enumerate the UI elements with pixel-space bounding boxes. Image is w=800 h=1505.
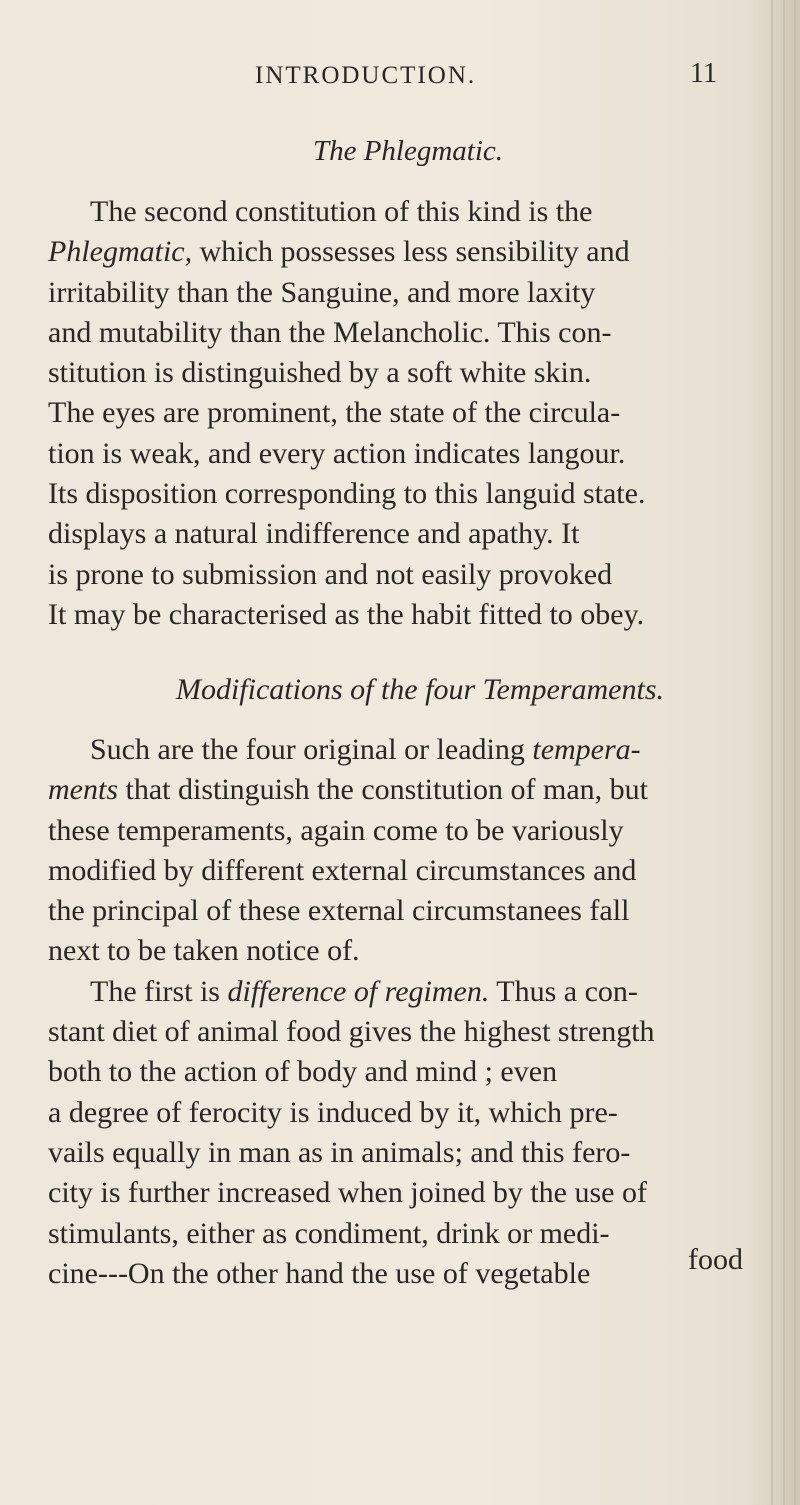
section-heading-modifications: Modifications of the four Temperaments. xyxy=(175,673,665,706)
text-line: The eyes are prominent, the state of the circula- xyxy=(48,396,621,430)
text-line: and mutability than the Melancholic. This con- xyxy=(48,315,612,349)
page-number: 11 xyxy=(690,58,717,89)
paragraph-modifications xyxy=(48,730,738,1294)
text-line: The second constitution of this kind is the xyxy=(90,195,593,228)
text-line: cine---On the other hand the use of vegetable xyxy=(48,1256,591,1290)
italic-term: Phlegmatic, xyxy=(48,235,193,269)
text-line: Its disposition corresponding to this languid state. xyxy=(48,477,646,511)
page-header xyxy=(0,58,800,98)
text-line: stimulants, either as condiment, drink or medi- xyxy=(48,1216,610,1250)
paragraph-phlegmatic xyxy=(48,192,738,635)
italic-term: ments xyxy=(48,773,118,807)
page-edge-line xyxy=(794,0,796,1505)
text-line: stant diet of animal food gives the highest strength xyxy=(48,1015,655,1049)
text-line: next to be taken notice of. xyxy=(48,934,360,968)
text-line: It may be characterised as the habit fitted to obey. xyxy=(48,597,645,631)
text-line: irritability than the Sanguine, and more laxity xyxy=(48,275,596,309)
section-heading-phlegmatic: The Phlegmatic. xyxy=(312,135,504,167)
page-edge-line xyxy=(771,0,773,1505)
text-line: The first is difference of regimen. Thus a con- xyxy=(90,974,638,1008)
text-line: displays a natural indifference and apathy. It xyxy=(48,517,580,551)
running-head: INTRODUCTION. xyxy=(255,62,477,89)
text-line: both to the action of body and mind ; even xyxy=(48,1055,558,1089)
text-line: ments that distinguish the constitution of man, but xyxy=(48,773,648,807)
italic-term: difference of regimen. xyxy=(227,974,490,1008)
text-line: these temperaments, again come to be variously xyxy=(48,813,624,847)
text-line: tion is weak, and every action indicates langour. xyxy=(48,436,626,470)
text-line: is prone to submission and not easily provoked xyxy=(48,557,613,591)
text-line: Such are the four original or leading tempera- xyxy=(90,733,641,766)
catchword: food xyxy=(688,1243,743,1276)
page-edge-line xyxy=(783,0,785,1505)
italic-term: tempera- xyxy=(532,733,641,766)
text-line: stitution is distinguished by a soft white skin. xyxy=(48,356,592,390)
text-line: vails equally in man as in animals; and this fero- xyxy=(48,1135,631,1169)
text-line: modified by different external circumstances and xyxy=(48,853,637,887)
text-line: Phlegmatic, which possesses less sensibility and xyxy=(48,235,630,269)
text-line: the principal of these external circumstanees fall xyxy=(48,894,630,928)
text-line: city is further increased when joined by the use of xyxy=(48,1176,647,1210)
text-line: a degree of ferocity is induced by it, which pre- xyxy=(48,1095,618,1129)
